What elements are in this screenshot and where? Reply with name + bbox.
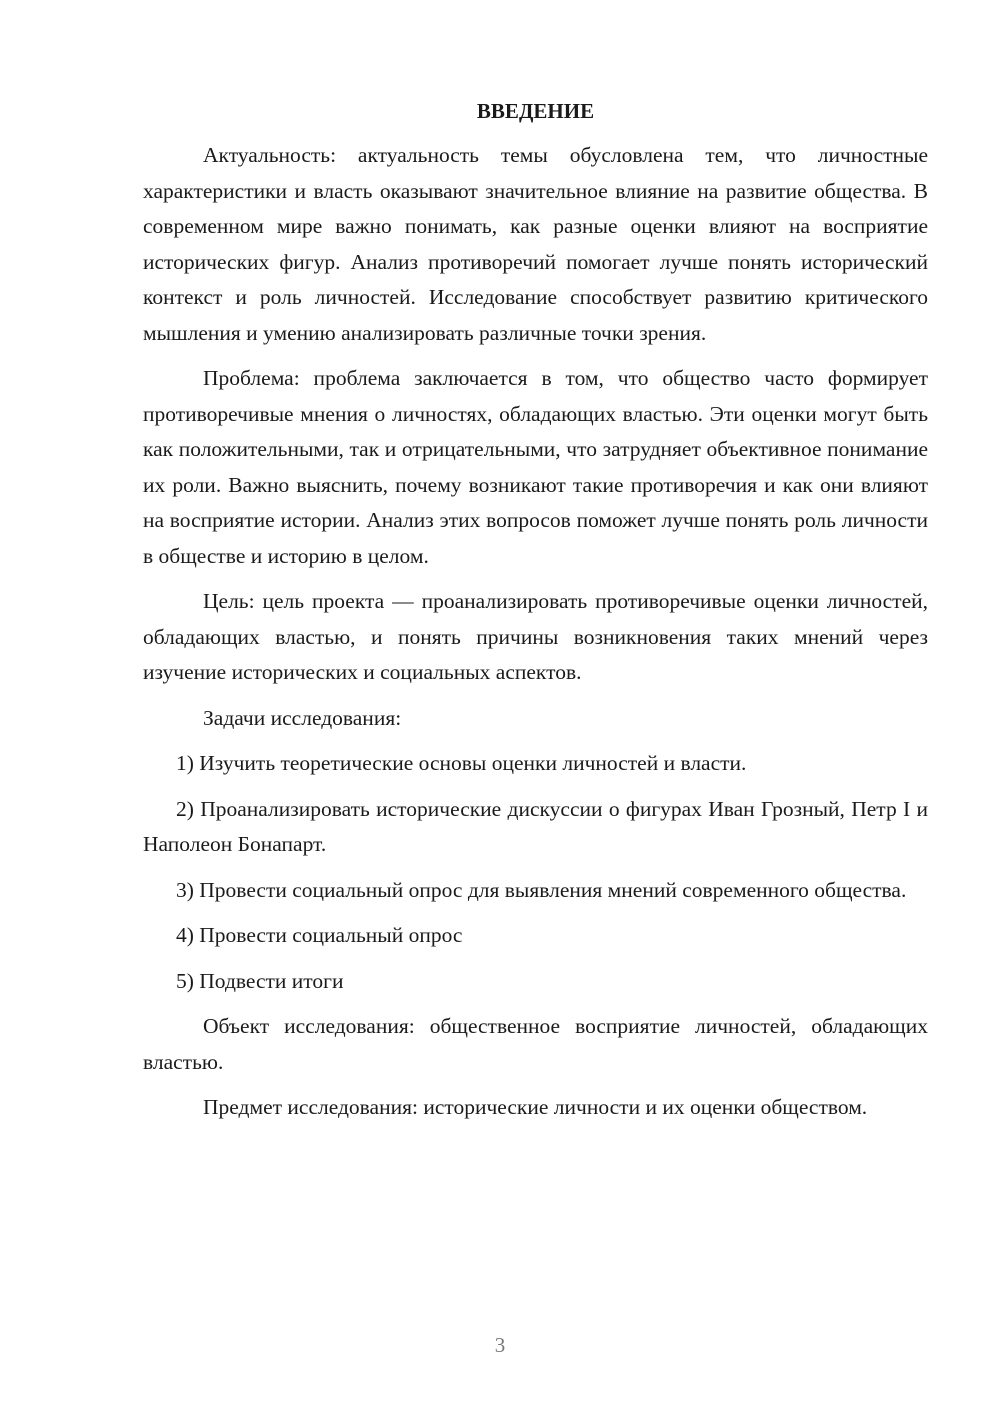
task-item-3: 3) Провести социальный опрос для выявления мнений современного общества. [176,877,907,902]
research-subject-paragraph: Предмет исследования: исторические личности и их оценки обществом. [203,1095,868,1119]
task-item-5: 5) Подвести итоги [176,968,344,993]
page-number: 3 [494,1333,506,1357]
relevance-paragraph: Актуальность: актуальность темы обусловлена тем, что личностные характеристики и власть оказывают значительное влияние на развитие общества. В современном мире важно понимать, как разные оценки влияют на восприятие исторических фигур. Анализ противоречий помогает лучше понять исторический контекст и роль личностей. Исследование способствует развитию критического мышления и умению анализировать различные точки зрения. [143,143,928,345]
tasks-list [143,746,928,999]
task-item-2: 2) Проанализировать исторические дискуссии о фигурах Иван Грозный, Петр I и Наполеон Бонапарт. [143,796,928,856]
tasks-heading: Задачи исследования: [203,705,402,730]
task-item-4: 4) Провести социальный опрос [176,923,463,947]
research-object-paragraph: Объект исследования: общественное восприятие личностей, обладающих властью. [143,1014,928,1074]
problem-paragraph: Проблема: проблема заключается в том, что общество часто формирует противоречивые мнения о личностях, обладающих властью. Эти оценки могут быть как положительными, так и отрицательными, что затрудняет объективное понимание их роли. Важно выяснить, почему возникают такие противоречия и как они влияют на восприятие истории. Анализ этих вопросов поможет лучше понять роль личности в обществе и историю в целом. [143,366,928,568]
task-item-1: 1) Изучить теоретические основы оценки личностей и власти. [176,751,747,775]
goal-paragraph: Цель: цель проекта — проанализировать противоречивые оценки личностей, обладающих властью, и понять причины возникновения таких мнений через изучение исторических и социальных аспектов. [143,589,928,684]
section-title: ВВЕДЕНИЕ [476,99,595,123]
page-content [143,96,928,1136]
